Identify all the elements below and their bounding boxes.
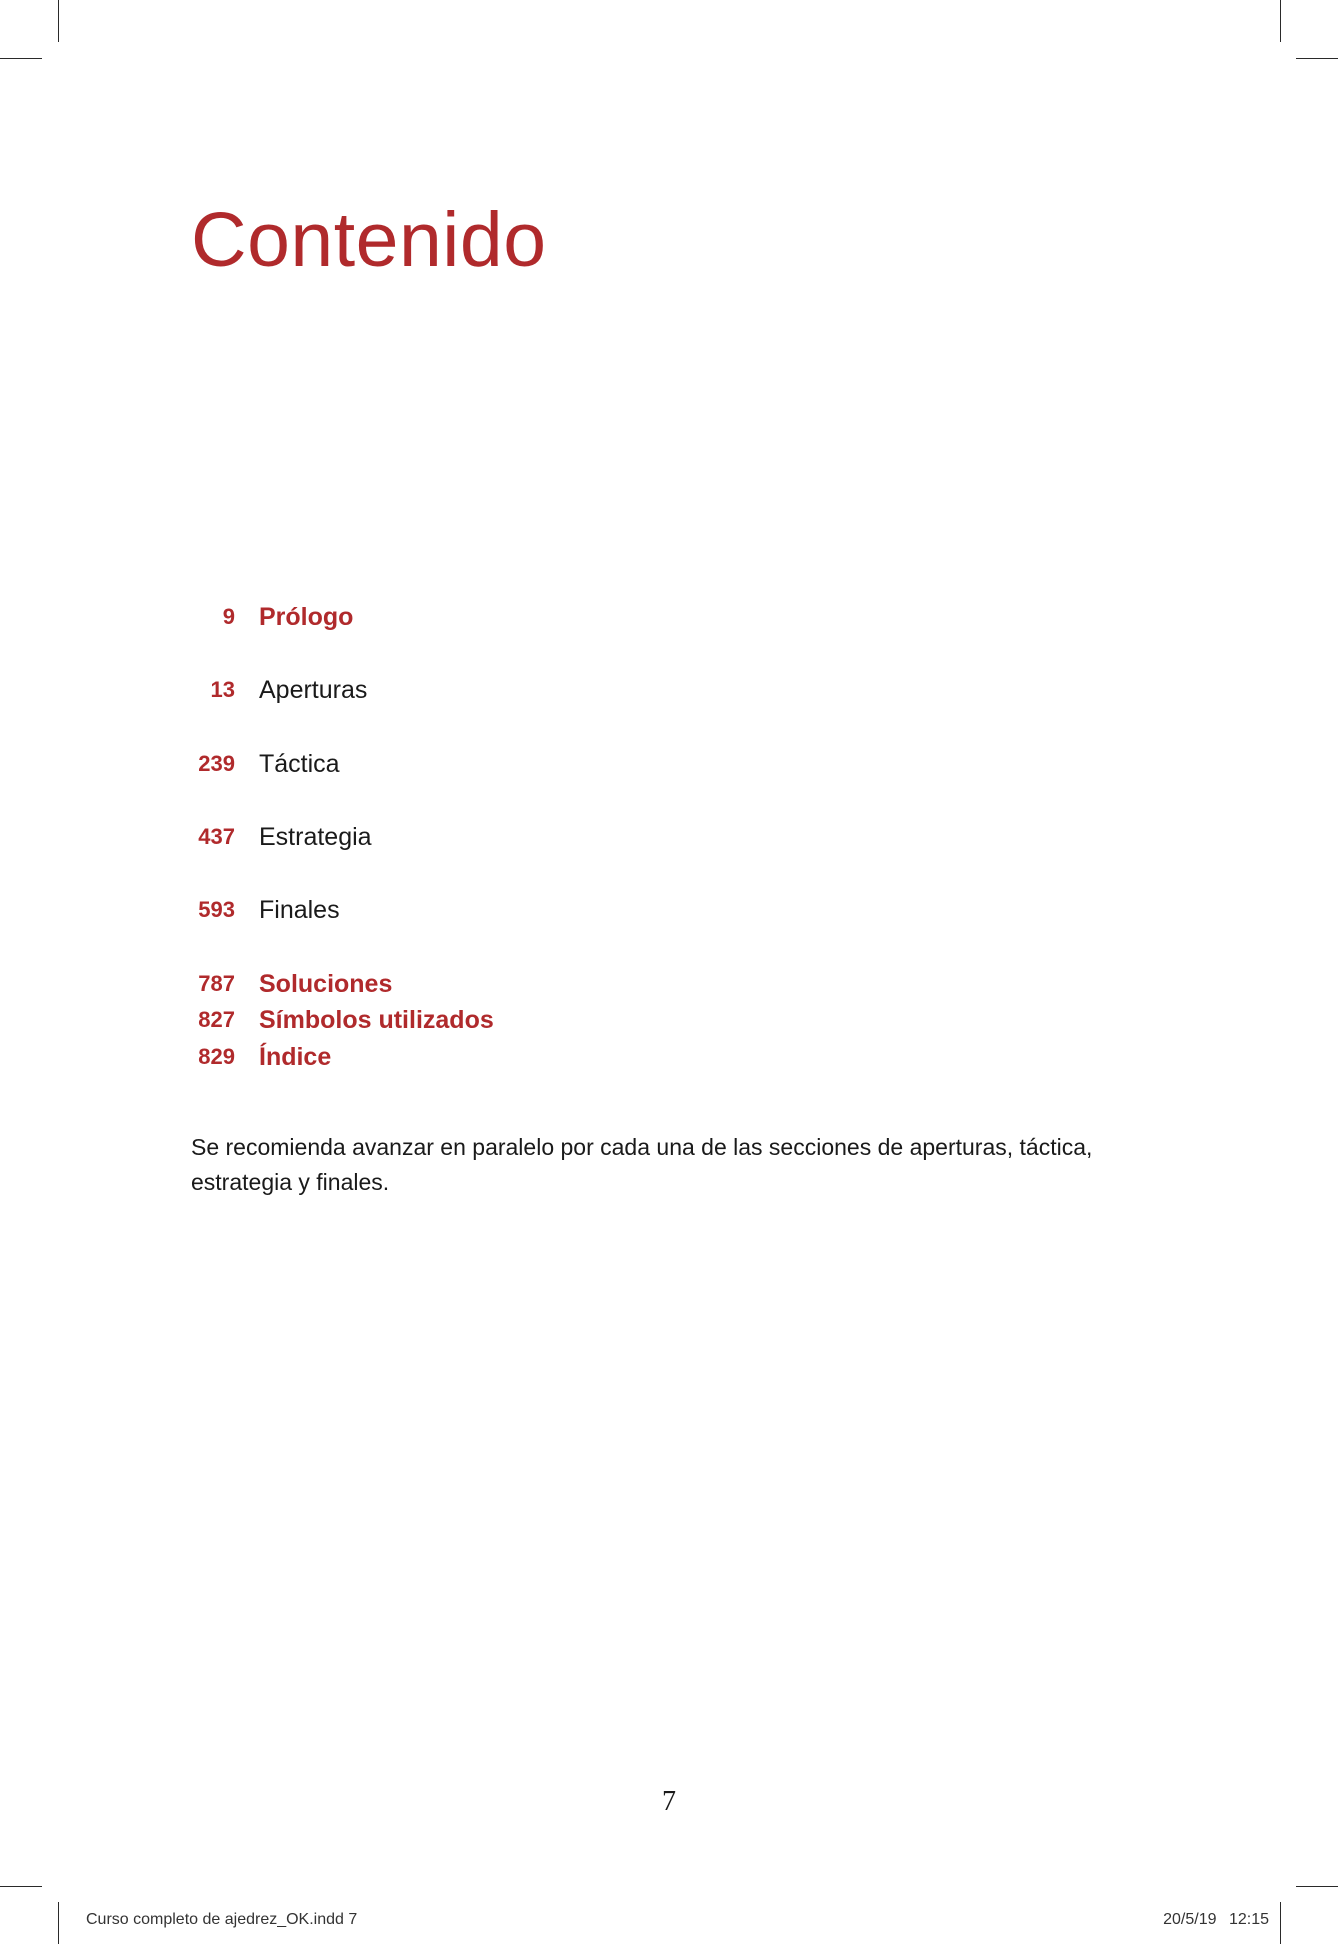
toc-label: Aperturas <box>259 675 368 704</box>
crop-mark-bottom-right-horizontal <box>1296 1886 1338 1887</box>
crop-mark-bottom-right-vertical <box>1280 1902 1281 1944</box>
toc-page-number: 787 <box>198 971 235 996</box>
toc-label: Índice <box>259 1042 332 1071</box>
crop-mark-top-left-vertical <box>58 0 59 42</box>
toc-page-number: 827 <box>198 1007 235 1032</box>
toc-entry-estrategia[interactable] <box>160 820 372 854</box>
toc-entry-soluciones[interactable] <box>160 967 392 1001</box>
toc-entry-prologo[interactable] <box>160 600 353 634</box>
crop-mark-top-left-horizontal <box>0 58 42 59</box>
toc-label: Finales <box>259 895 340 924</box>
toc-entry-finales[interactable] <box>160 893 340 927</box>
toc-entry-simbolos[interactable] <box>160 1003 494 1037</box>
crop-mark-top-right-vertical <box>1280 0 1281 42</box>
toc-page-number: 9 <box>222 604 235 629</box>
toc-page-number: 13 <box>210 677 235 702</box>
reading-recommendation: Se recomienda avanzar en paralelo por cada una de las secciones de aperturas, táctica, estrategia y finales. <box>191 1134 1093 1195</box>
crop-mark-top-right-horizontal <box>1296 58 1338 59</box>
toc-label: Táctica <box>259 749 340 778</box>
toc-page-number: 829 <box>198 1044 235 1069</box>
toc-entry-tactica[interactable] <box>160 747 340 781</box>
toc-page-number: 593 <box>198 897 235 922</box>
toc-page-number: 239 <box>198 751 235 776</box>
slug-date: 20/5/19 <box>1163 1911 1217 1928</box>
page-title: Contenido <box>191 197 547 283</box>
slug-file-name: Curso completo de ajedrez_OK.indd 7 <box>86 1911 358 1928</box>
toc-entry-aperturas[interactable] <box>160 673 367 707</box>
page-number: 7 <box>662 1786 676 1817</box>
slug-timestamp <box>1163 1911 1269 1929</box>
toc-page-number: 437 <box>198 824 235 849</box>
toc-entry-indice[interactable] <box>160 1040 331 1074</box>
toc-label: Prólogo <box>259 602 354 631</box>
toc-label: Símbolos utilizados <box>259 1005 494 1034</box>
toc-label: Soluciones <box>259 969 393 998</box>
toc-label: Estrategia <box>259 822 372 851</box>
crop-mark-bottom-left-vertical <box>58 1902 59 1944</box>
slug-time: 12:15 <box>1228 1911 1269 1928</box>
crop-mark-bottom-left-horizontal <box>0 1886 42 1887</box>
